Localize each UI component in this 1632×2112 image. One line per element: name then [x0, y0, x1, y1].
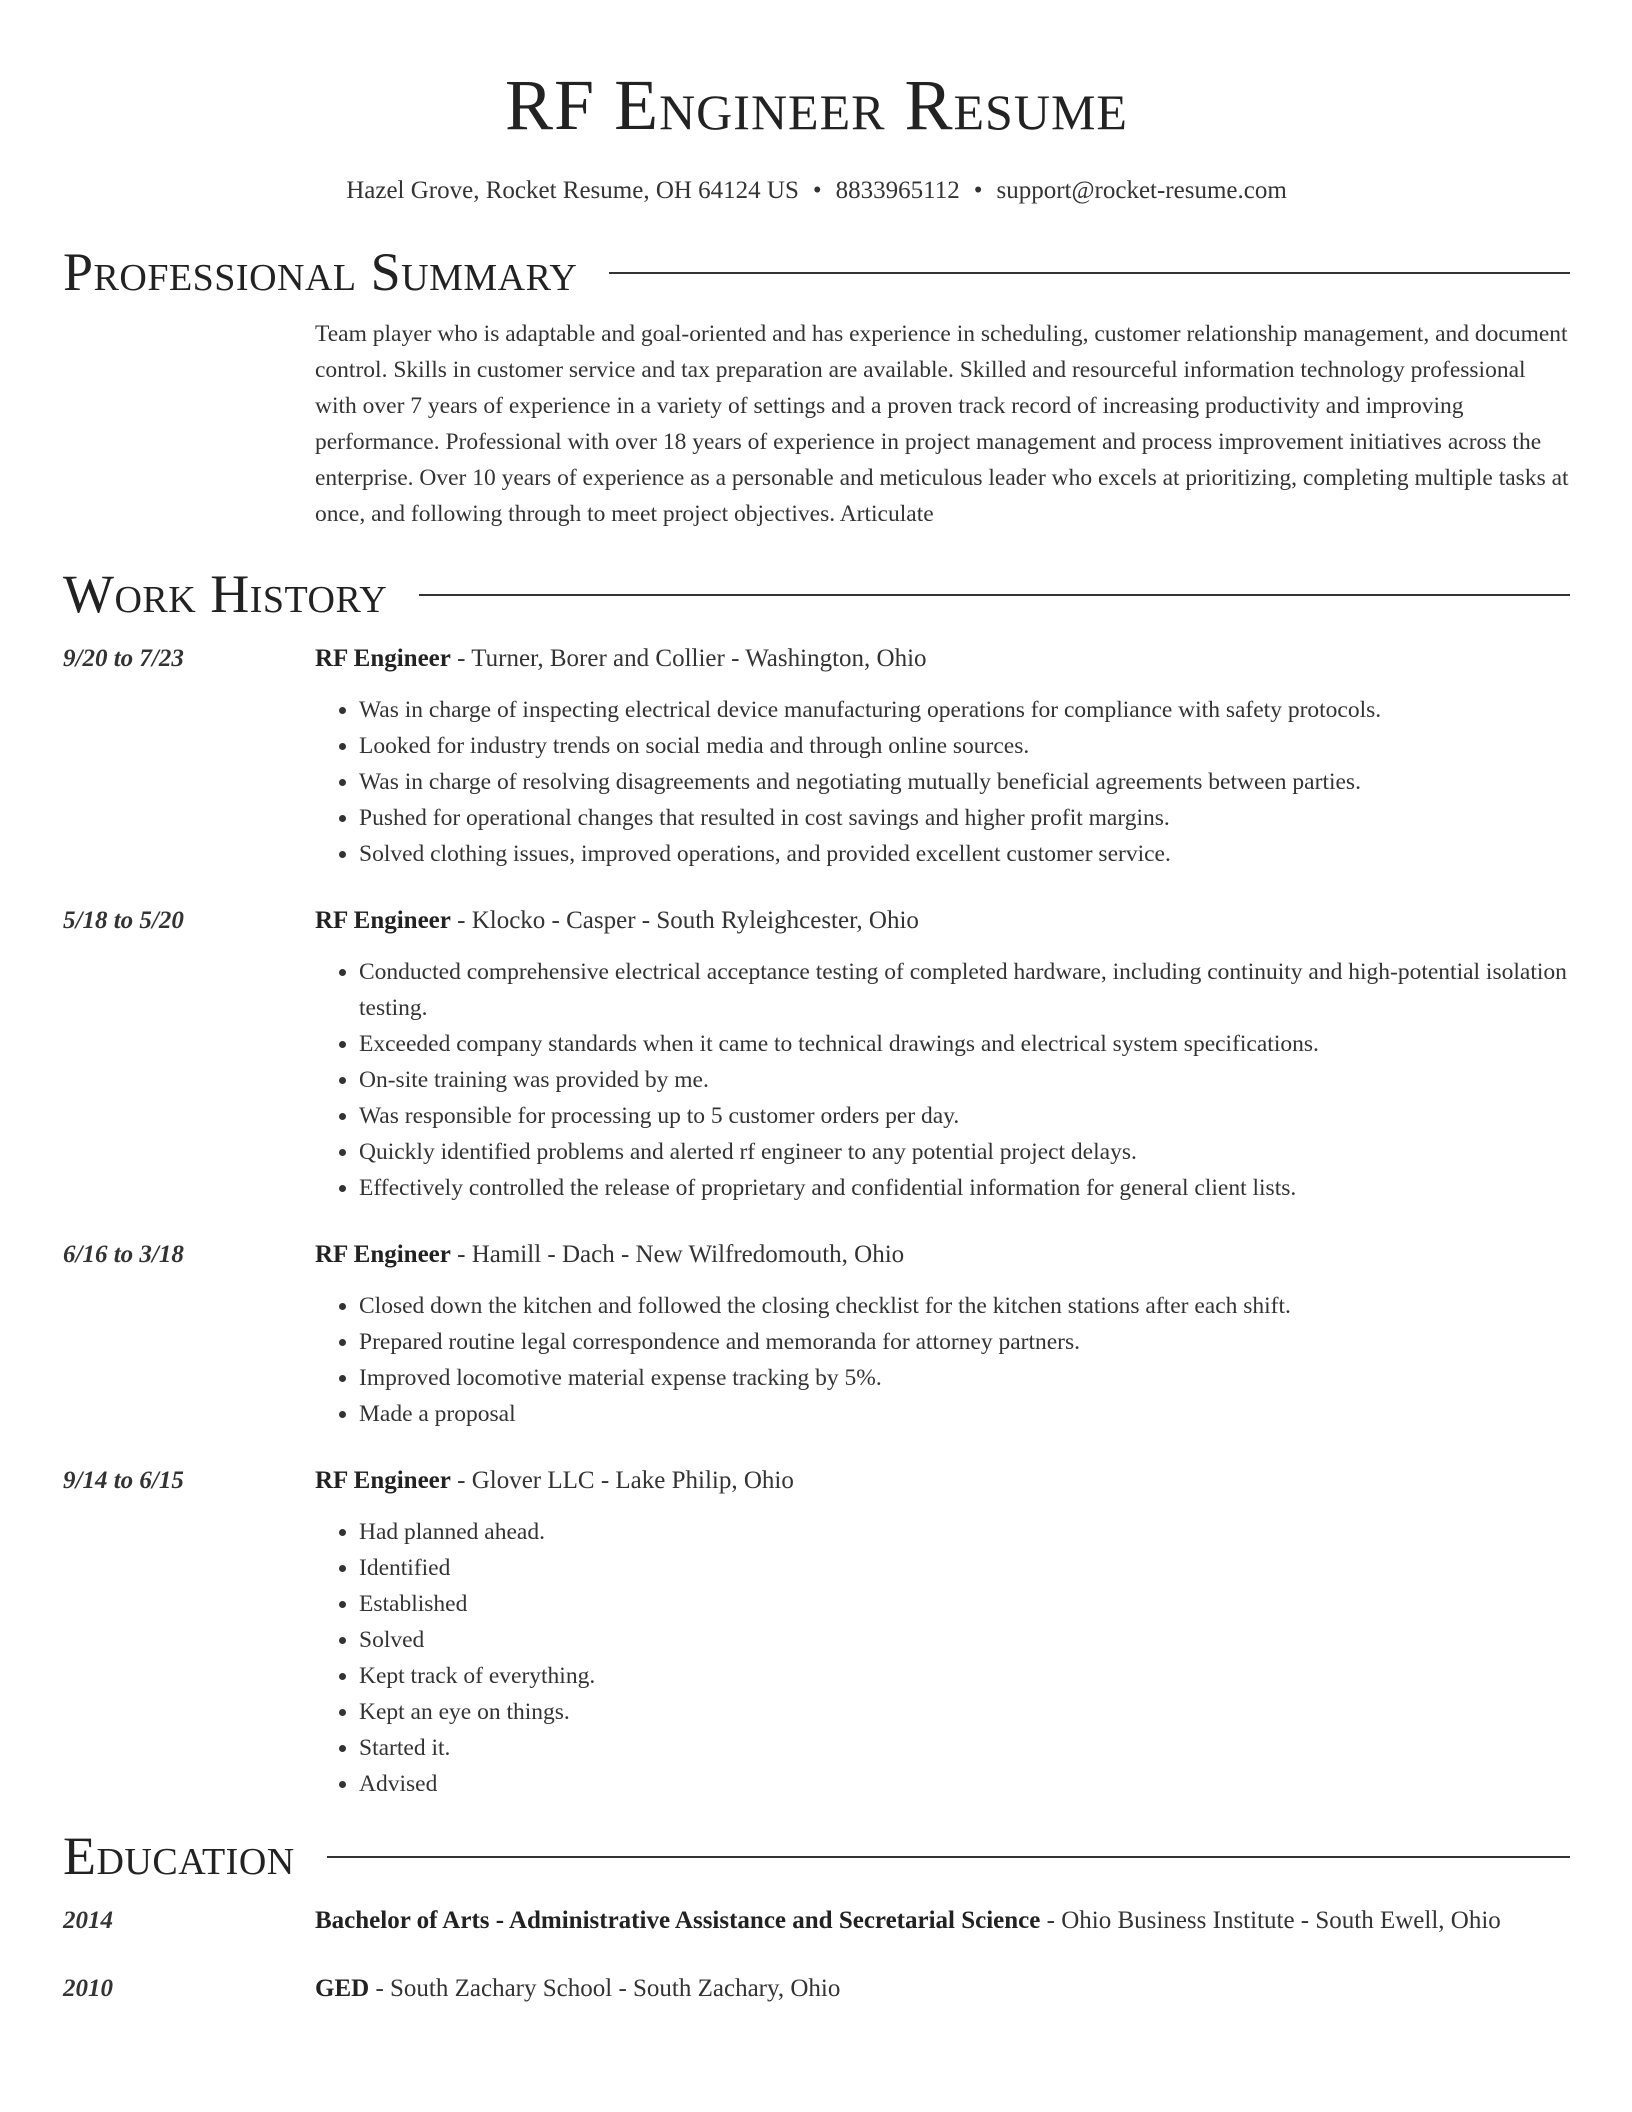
job-entry [63, 1462, 1570, 1802]
bullet-item: • Solved clothing issues, improved operations, and provided excellent customer service. [359, 836, 1570, 872]
job-body [315, 1462, 1570, 1802]
education-section-header [63, 1824, 1570, 1888]
job-entry [63, 902, 1570, 1206]
bullet-item: • Effectively controlled the release of proprietary and confidential information for general client lists. [359, 1170, 1570, 1206]
job-bullets [315, 954, 1570, 1206]
job-bullets [315, 1514, 1570, 1802]
bullet-item: • Pushed for operational changes that resulted in cost savings and higher profit margins. [359, 800, 1570, 836]
bullet-item: • Closed down the kitchen and followed the closing checklist for the kitchen stations after each shift. [359, 1288, 1570, 1324]
bullet-item: • Identified [359, 1550, 1570, 1586]
education-heading [315, 1970, 1570, 2008]
job-heading [315, 902, 1570, 940]
job-company-location: - Hamill - Dach - New Wilfredomouth, Ohio [450, 1241, 905, 1268]
bullet-item: • Solved [359, 1622, 1570, 1658]
education-entry [63, 1970, 1570, 2008]
job-title: RF Engineer [315, 1241, 451, 1268]
section-title: Work History [63, 564, 388, 624]
summary-text: Team player who is adaptable and goal-oriented and has experience in scheduling, customer relationship management, and document control. Skills in customer service and tax preparation are available. Skilled and resourceful information technology professional with over 7 years of experience in a variety of settings and a proven track record of increasing productivity and improving performance. Professional with over 18 years of experience in project management and process improvement initiatives across the enterprise. Over 10 years of experience as a personable and meticulous leader who excels at prioritizing, completing multiple tasks at once, and following through to meet project objectives. Articulate [315, 321, 1569, 527]
job-body [315, 1236, 1570, 1432]
degree: Bachelor of Arts - Administrative Assistance and Secretarial Science [315, 1907, 1041, 1934]
job-body [315, 902, 1570, 1206]
address: Hazel Grove, Rocket Resume, OH 64124 US [346, 177, 799, 204]
job-company-location: - Turner, Borer and Collier - Washington, Ohio [450, 645, 927, 672]
education-year: 2010 [63, 1975, 113, 2002]
bullet-item: • Looked for industry trends on social media and through online sources. [359, 728, 1570, 764]
education-list [63, 1902, 1570, 2008]
separator-dot: • [973, 177, 983, 204]
education-heading [315, 1902, 1570, 1940]
job-entry [63, 640, 1570, 872]
job-dates: 9/20 to 7/23 [63, 645, 184, 672]
section-title: Professional Summary [63, 242, 578, 302]
job-dates: 6/16 to 3/18 [63, 1241, 184, 1268]
phone: 8833965112 [835, 177, 960, 204]
job-title: RF Engineer [315, 907, 451, 934]
bullet-item: • Prepared routine legal correspondence and memoranda for attorney partners. [359, 1324, 1570, 1360]
job-dates: 5/18 to 5/20 [63, 907, 184, 934]
job-heading [315, 1236, 1570, 1274]
section-title: Education [63, 1826, 295, 1886]
job-heading [315, 1462, 1570, 1500]
bullet-item: • Was in charge of resolving disagreements and negotiating mutually beneficial agreements between parties. [359, 764, 1570, 800]
job-body [315, 640, 1570, 872]
bullet-item: • Had planned ahead. [359, 1514, 1570, 1550]
job-dates: 9/14 to 6/15 [63, 1467, 184, 1494]
bullet-item: • Started it. [359, 1730, 1570, 1766]
resume-title: RF Engineer Resume [505, 65, 1128, 145]
job-title: RF Engineer [315, 645, 451, 672]
job-list [63, 640, 1570, 1802]
bullet-item: • Established [359, 1586, 1570, 1622]
job-entry [63, 1236, 1570, 1432]
school-location: - South Zachary School - South Zachary, Ohio [369, 1975, 841, 2002]
bullet-item: • Exceeded company standards when it came to technical drawings and electrical system specifications. [359, 1026, 1570, 1062]
work-section-header [63, 562, 1570, 626]
resume-page [63, 0, 1570, 2008]
bullet-item: • Improved locomotive material expense tracking by 5%. [359, 1360, 1570, 1396]
contact-line [63, 176, 1570, 206]
job-company-location: - Klocko - Casper - South Ryleighcester, Ohio [450, 907, 919, 934]
bullet-item: • Advised [359, 1766, 1570, 1802]
job-bullets [315, 692, 1570, 872]
bullet-item: • Kept an eye on things. [359, 1694, 1570, 1730]
education-entry [63, 1902, 1570, 1940]
section-divider [609, 272, 1570, 274]
job-heading [315, 640, 1570, 678]
school-location: - Ohio Business Institute - South Ewell, Ohio [1040, 1907, 1501, 1934]
bullet-item: • Was responsible for processing up to 5 customer orders per day. [359, 1098, 1570, 1134]
bullet-item: • Conducted comprehensive electrical acceptance testing of completed hardware, including continuity and high-potential isolation testing. [359, 954, 1570, 1026]
job-company-location: - Glover LLC - Lake Philip, Ohio [450, 1467, 794, 1494]
education-year: 2014 [63, 1907, 113, 1934]
email: support@rocket-resume.com [996, 177, 1287, 204]
section-divider [419, 594, 1570, 596]
bullet-item: • Made a proposal [359, 1396, 1570, 1432]
summary-section-header [63, 240, 1570, 304]
job-title: RF Engineer [315, 1467, 451, 1494]
separator-dot: • [812, 177, 822, 204]
bullet-item: • Kept track of everything. [359, 1658, 1570, 1694]
degree: GED [315, 1975, 370, 2002]
bullet-item: • Was in charge of inspecting electrical device manufacturing operations for compliance with safety protocols. [359, 692, 1570, 728]
bullet-item: • Quickly identified problems and alerted rf engineer to any potential project delays. [359, 1134, 1570, 1170]
bullet-item: • On-site training was provided by me. [359, 1062, 1570, 1098]
section-divider [327, 1856, 1570, 1858]
job-bullets [315, 1288, 1570, 1432]
